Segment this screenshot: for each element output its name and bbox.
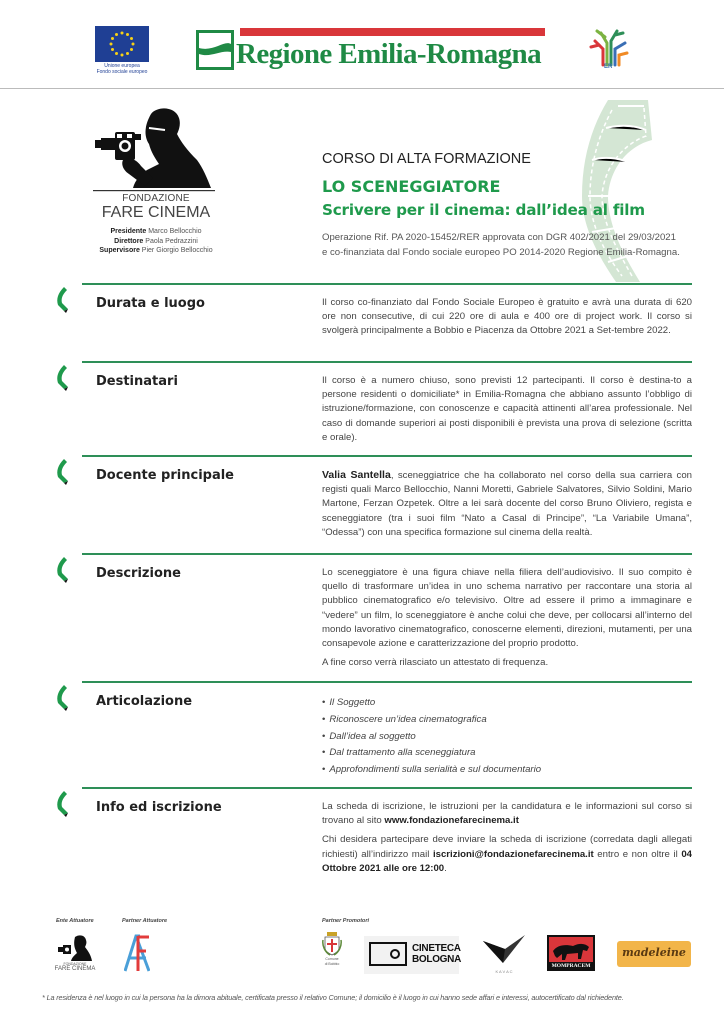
partner-af-logo-icon	[124, 934, 150, 972]
info-text: Chi desidera partecipare deve inviare la scheda di iscrizione (corredata dagli allegati richiesti) all’indirizzo mail	[322, 834, 692, 860]
section-label: Docente principale	[96, 468, 234, 483]
section-articolazione	[0, 681, 724, 781]
operation-line1: Operazione Rif. PA 2020-15452/RER approvata con DGR 402/2021 del 29/03/2021	[322, 232, 676, 243]
green-film-clip-icon	[52, 791, 76, 817]
kavac-logo-icon	[483, 935, 525, 963]
section-text	[322, 695, 692, 779]
person-supervisor	[90, 246, 222, 256]
comune-bobbio-crest-icon	[322, 932, 342, 956]
cineteca-line2: BOLOGNA	[412, 954, 462, 965]
region-title: Regione Emilia-Romagna	[236, 38, 541, 70]
role-label: Supervisore	[99, 247, 140, 254]
region-red-bar	[240, 28, 545, 36]
fare-cinema-small-logo-icon	[57, 935, 93, 961]
comune-caption	[316, 957, 348, 966]
section-destinatari	[0, 361, 724, 449]
comune-line2: di Bobbio	[324, 961, 340, 966]
section-label: Descrizione	[96, 566, 181, 581]
list-item: • Approfondimenti sulla serialità e sul documentario	[322, 762, 692, 779]
section-descrizione	[0, 553, 724, 675]
person-name: Pier Giorgio Bellocchio	[141, 247, 213, 254]
person-president	[90, 227, 222, 237]
fc-small-line2: FARE CINEMA	[54, 966, 96, 972]
comune-line1: Comune	[325, 957, 339, 961]
header-divider	[0, 88, 724, 89]
list-item: • Dal trattamento alla sceneggiatura	[322, 745, 692, 762]
region-map-icon	[196, 30, 234, 70]
section-divider	[82, 553, 692, 555]
er-logo-text: ER	[604, 64, 613, 70]
panther-icon	[549, 937, 593, 962]
docente-bio: , sceneggiatrice che ha collaborato nel corso della sua carriera con registi quali Marco Bellocchio, Nanni Moretti, Gabriele Salvatores, Silvio Soldini, Mario Martone, Ferzan Ozpetek. Oltre a lei sarà docente del corso Bruno Oliviero, regista e sceneggiatore (tra i suoi film “Nato a Casal di Principe”, “La Variabile Umana”, “Odessa”) con una specifica formazione sul cinema della realtà.	[322, 470, 693, 538]
cineteca-text	[412, 943, 461, 965]
fondazione-name-line1: FONDAZIONE	[122, 193, 190, 204]
fare-cinema-logo-icon	[93, 108, 215, 192]
fc-small-line1: FONDAZIONE	[63, 962, 87, 966]
section-divider	[82, 283, 692, 285]
section-info	[0, 787, 724, 882]
eu-caption-line2: Fondo sociale europeo	[96, 69, 148, 75]
deadline: 04 Ottobre 2021 alle ore 12:00	[322, 848, 692, 874]
green-film-clip-icon	[52, 685, 76, 711]
section-divider	[82, 361, 692, 363]
list-item: • Il Soggetto	[322, 695, 692, 712]
green-film-clip-icon	[52, 557, 76, 583]
info-text: entro e non oltre il	[593, 848, 682, 860]
descrizione-text: Lo sceneggiatore è una figura chiave nella filiera dell’audiovisivo. Il suo compito è quello di trasformare un’idea in uno schema narrativo per raccontare una storia al pubblico cinematografico e/o televisivo. Oltre ad essere il primo a immaginare e “vedere” un film, lo sceneggiatore è anche colui che deve, per collocarsi all’interno del mondo lavorativo cinematografico, conoscerne elementi, direzioni, mutamenti, per una consapevole azione e caratterizzazione del proprio prodotto.	[322, 567, 692, 650]
fondazione-name-line2: FARE CINEMA	[101, 204, 211, 221]
section-label: Articolazione	[96, 694, 193, 709]
ente-attuatore-label: Ente Attuatore	[56, 918, 94, 924]
section-label: Destinatari	[96, 374, 178, 389]
section-label: Durata e luogo	[96, 296, 205, 311]
section-divider	[82, 681, 692, 683]
eu-caption-line1: Unione europea	[104, 63, 140, 69]
docente-name: Valia Santella	[322, 469, 391, 481]
person-name: Paola Pedrazzini	[145, 237, 198, 245]
durata-text: Il corso co-finanziato dal Fondo Sociale Europeo è gratuito e avrà una durata di 620 ore non consecutive, di cui 220 ore di aula e 400 ore di project work. Il corso si svolgerà principalmente a Bobbio e Piacenza da Ottobre 2021 a Set-tembre 2022.	[322, 297, 692, 337]
info-paragraph-1	[322, 800, 692, 828]
section-durata	[0, 283, 724, 355]
section-divider	[82, 787, 692, 789]
list-item: • Riconoscere un’idea cinematografica	[322, 712, 692, 729]
module-list	[322, 695, 692, 779]
course-operation	[322, 231, 707, 260]
section-text	[322, 374, 692, 450]
info-text: La scheda di iscrizione, le istruzioni per la candidatura e le informazioni sul corso si trovano al sito	[322, 801, 692, 827]
descrizione-attestato: A fine corso verrà rilasciato un attestato di frequenza.	[322, 657, 549, 669]
mompracem-logo	[547, 935, 595, 971]
fondazione-people	[90, 227, 222, 256]
madeleine-text: madeleine	[622, 946, 686, 959]
kavac-text: K A V A C	[495, 969, 513, 974]
cineteca-eye-icon	[390, 949, 400, 959]
green-film-clip-icon	[52, 365, 76, 391]
eu-stars-icon	[95, 26, 149, 62]
operation-line2: e co-finanziata dal Fondo sociale europeo PO 2014-2020 Regione Emilia-Romagna.	[322, 246, 680, 258]
section-divider	[82, 455, 692, 457]
person-director	[90, 237, 222, 247]
section-text	[322, 566, 692, 675]
section-docente	[0, 455, 724, 550]
person-name: Marco Bellocchio	[148, 228, 202, 235]
cineteca-line1: CINETECA	[412, 943, 461, 954]
partner-attuatore-label: Partner Attuatore	[122, 918, 168, 924]
info-paragraph-2	[322, 833, 692, 876]
madeleine-logo	[617, 941, 691, 967]
section-text	[322, 468, 692, 545]
course-kicker: CORSO DI ALTA FORMAZIONE	[322, 151, 531, 167]
section-text	[322, 800, 692, 881]
info-text: .	[444, 862, 447, 874]
green-film-clip-icon	[52, 459, 76, 485]
eu-caption	[88, 63, 156, 75]
cineteca-frame-icon	[369, 942, 407, 966]
eu-flag-logo	[95, 26, 149, 62]
mompracem-text: MOMPRACEM	[551, 963, 591, 969]
website-link[interactable]: www.fondazionefarecinema.it	[384, 815, 519, 827]
section-label: Info ed iscrizione	[96, 800, 222, 815]
list-item: • Dall’idea al soggetto	[322, 729, 692, 746]
course-subtitle: Scrivere per il cinema: dall’idea al film	[322, 201, 645, 219]
footnote: * La residenza è nel luogo in cui la persona ha la dimora abituale, certificata presso il relativo Comune; il domicilio è il luogo in cui hanno sede affari e interessi, autocertificato dal richiedente.	[42, 993, 624, 1002]
green-film-clip-icon	[52, 287, 76, 313]
role-label: Direttore	[114, 237, 144, 245]
section-text	[322, 296, 692, 344]
docente-text	[322, 468, 692, 540]
cineteca-bologna-logo	[364, 936, 462, 974]
partner-promotori-label: Partner Promotori	[322, 918, 370, 924]
course-title: LO SCENEGGIATORE	[322, 177, 501, 196]
email-link[interactable]: iscrizioni@fondazionefarecinema.it	[432, 848, 594, 860]
mompracem-red-field	[549, 937, 593, 962]
destinatari-text: Il corso è a numero chiuso, sono previsti 12 partecipanti. Il corso è destina-to a persone residenti o domiciliate* in Emilia-Romagna che abbiano assunto l’obbligo di istruzione/formazione, con conoscenze e capacità attinenti all’area professionale. Nel caso di domande superiori ai posti disponibili è prevista una prova di selezione (scritta e orale).	[322, 375, 692, 443]
role-label: Presidente	[110, 228, 147, 235]
